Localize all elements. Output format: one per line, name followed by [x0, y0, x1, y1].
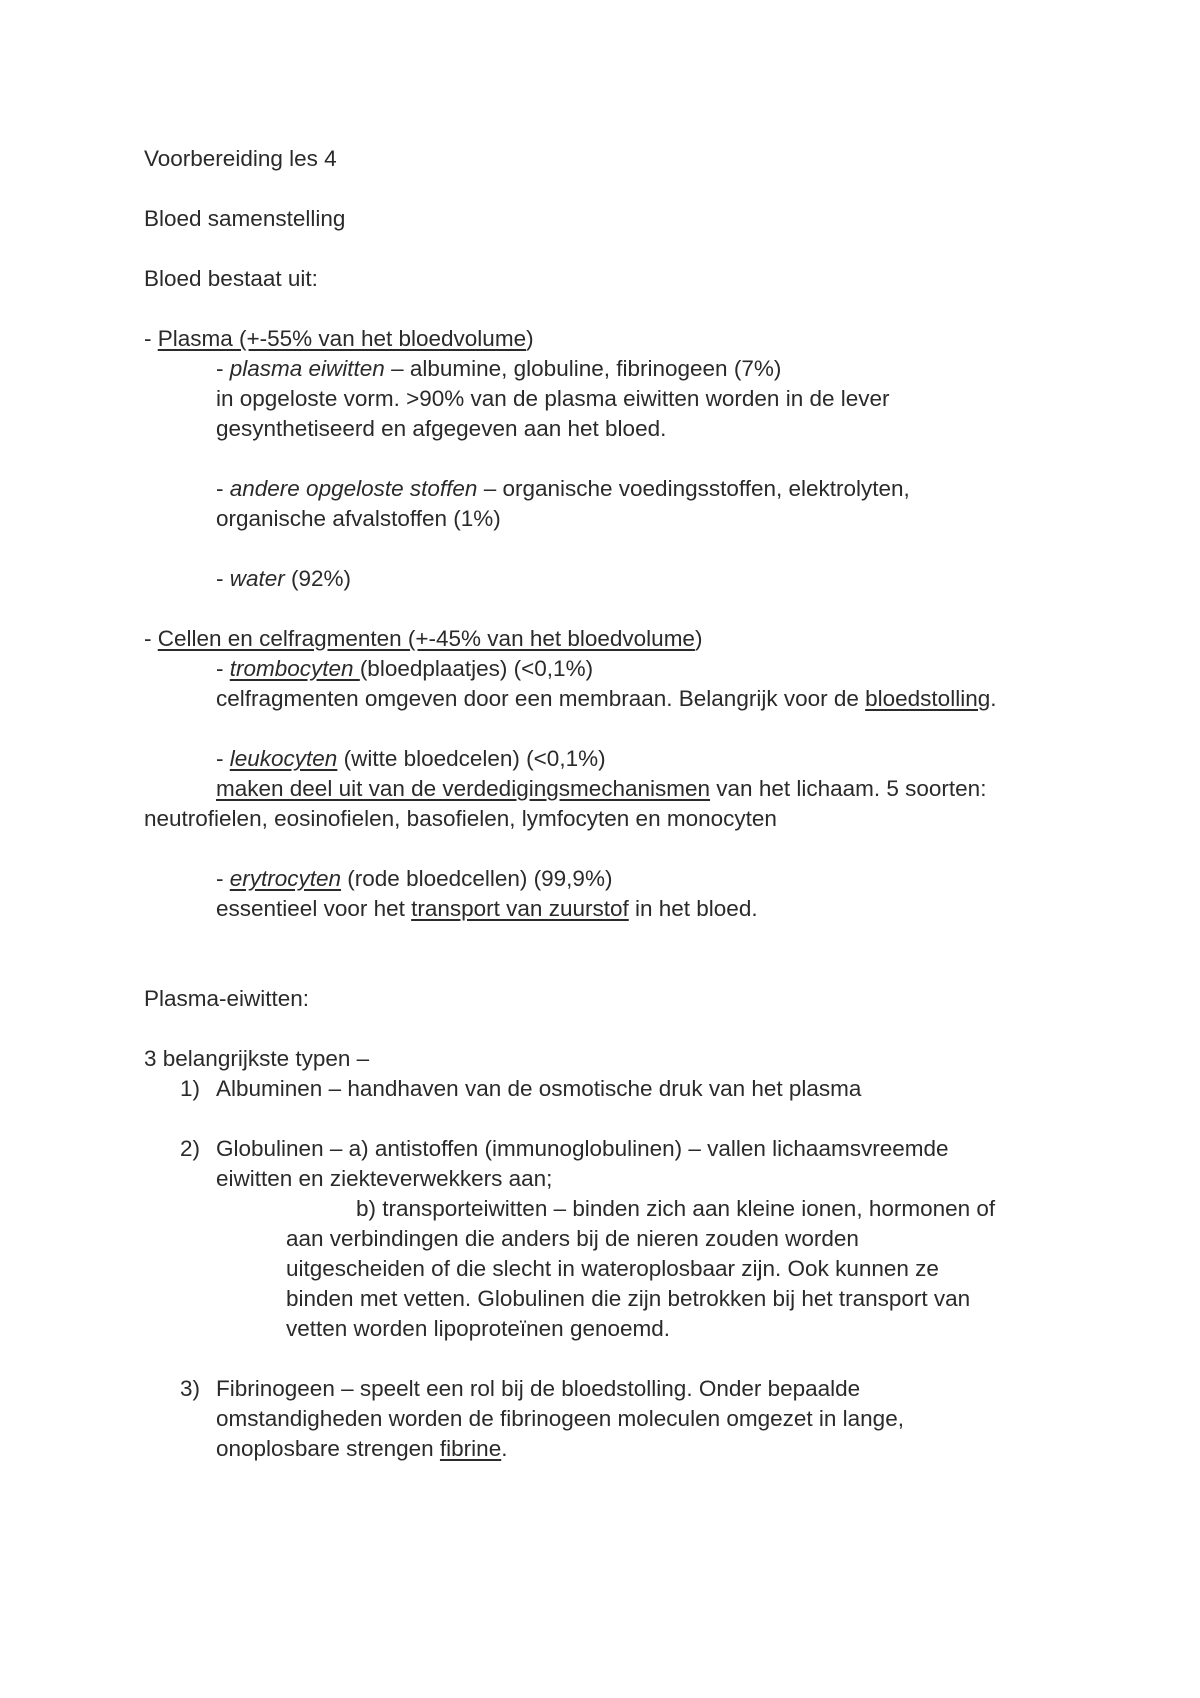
list-number-3: 3)	[180, 1376, 201, 1401]
list-dash: -	[216, 566, 230, 591]
fibrinogeen-desc-pre: onoplosbare strengen	[216, 1436, 440, 1461]
globulinen-b-line-2: aan verbindingen die anders bij de nieren zouden worden	[286, 1226, 859, 1251]
water-line	[216, 564, 351, 594]
globulinen-line-2: eiwitten en ziekteverwekkers aan;	[216, 1166, 553, 1191]
plasma-eiwitten-line-2: in opgeloste vorm. >90% van de plasma eiwitten worden in de lever	[216, 386, 890, 411]
erytrocyten-desc-pre: essentieel voor het	[216, 896, 412, 921]
andere-stoffen-line	[216, 474, 910, 504]
intro-line: Bloed bestaat uit:	[144, 266, 318, 291]
albuminen-line: Albuminen – handhaven van de osmotische druk van het plasma	[216, 1076, 862, 1101]
plasma-eiwitten-desc: – albumine, globuline, fibrinogeen (7%)	[384, 356, 782, 381]
trombocyten-desc-post: .	[990, 686, 997, 711]
leukocyten-desc: (witte bloedcelen) (<0,1%)	[337, 746, 606, 771]
trombocyten-desc: (bloedplaatjes) (<0,1%)	[359, 656, 594, 681]
andere-stoffen-desc: – organische voedingsstoffen, elektrolyten,	[477, 476, 910, 501]
water-desc: (92%)	[284, 566, 352, 591]
erytrocyten-line	[216, 864, 612, 894]
plasma-heading-text: Plasma (+-55% van het bloedvolume	[157, 326, 527, 351]
water-term: water	[229, 566, 285, 591]
plasma-heading-close: )	[526, 326, 534, 351]
section-title: Bloed samenstelling	[144, 206, 346, 231]
cellen-heading-close: )	[694, 626, 703, 651]
erytrocyten-line-2	[216, 894, 758, 924]
andere-stoffen-term: andere opgeloste stoffen	[229, 476, 478, 501]
erytrocyten-desc: (rode bloedcellen) (99,9%)	[341, 866, 613, 891]
plasma-eiwitten-intro: 3 belangrijkste typen –	[144, 1046, 370, 1071]
globulinen-b-line-1: b) transporteiwitten – binden zich aan kleine ionen, hormonen of	[356, 1196, 996, 1221]
fibrine-term: fibrine	[439, 1436, 502, 1461]
globulinen-b-line-3: uitgescheiden of die slecht in wateroplosbaar zijn. Ook kunnen ze	[286, 1256, 939, 1281]
cellen-heading-text: Cellen en celfragmenten (+-45% van het bloedvolume	[157, 626, 695, 651]
erytrocyten-term: erytrocyten	[229, 866, 342, 891]
list-number-1: 1)	[180, 1076, 201, 1101]
fibrinogeen-line-1: Fibrinogeen – speelt een rol bij de bloedstolling. Onder bepaalde	[216, 1376, 861, 1401]
list-dash: -	[216, 746, 230, 771]
globulinen-b-line-5: vetten worden lipoproteïnen genoemd.	[286, 1316, 671, 1341]
cellen-heading	[144, 624, 702, 654]
trombocyten-term: trombocyten	[229, 656, 360, 681]
leukocyten-desc-post: van het lichaam. 5 soorten:	[710, 776, 987, 801]
list-dash: -	[216, 476, 230, 501]
globulinen-line-1: Globulinen – a) antistoffen (immunoglobulinen) – vallen lichaamsvreemde	[216, 1136, 949, 1161]
fibrinogeen-line-3	[216, 1434, 507, 1464]
trombocyten-line-2	[216, 684, 996, 714]
list-number-2: 2)	[180, 1136, 201, 1161]
bloedstolling-term: bloedstolling	[865, 686, 991, 711]
plasma-eiwitten-line	[216, 354, 781, 384]
globulinen-b-line-4: binden met vetten. Globulinen die zijn betrokken bij het transport van	[286, 1286, 971, 1311]
erytrocyten-desc-post: in het bloed.	[628, 896, 758, 921]
leukocyten-line	[216, 744, 606, 774]
fibrinogeen-line-2: omstandigheden worden de fibrinogeen moleculen omgezet in lange,	[216, 1406, 904, 1431]
zuurstof-term: transport van zuurstof	[411, 896, 629, 921]
leukocyten-term: leukocyten	[229, 746, 338, 771]
list-dash: -	[144, 626, 158, 651]
verdediging-term: maken deel uit van de verdedigingsmechanismen	[216, 776, 711, 801]
list-dash: -	[216, 866, 230, 891]
document-title: Voorbereiding les 4	[144, 146, 337, 171]
leukocyten-line-3: neutrofielen, eosinofielen, basofielen, lymfocyten en monocyten	[144, 806, 777, 831]
list-dash: -	[216, 656, 230, 681]
plasma-eiwitten-line-3: gesynthetiseerd en afgegeven aan het bloed.	[216, 416, 667, 441]
plasma-heading	[144, 324, 534, 354]
plasma-eiwitten-heading: Plasma-eiwitten:	[144, 986, 310, 1011]
list-dash: -	[216, 356, 230, 381]
plasma-eiwitten-term: plasma eiwitten	[229, 356, 385, 381]
andere-stoffen-line-2: organische afvalstoffen (1%)	[216, 506, 501, 531]
list-dash: -	[144, 326, 158, 351]
fibrinogeen-desc-post: .	[501, 1436, 508, 1461]
trombocyten-desc-pre: celfragmenten omgeven door een membraan. Belangrijk voor de	[216, 686, 866, 711]
leukocyten-line-2	[216, 774, 986, 804]
trombocyten-line	[216, 654, 593, 684]
